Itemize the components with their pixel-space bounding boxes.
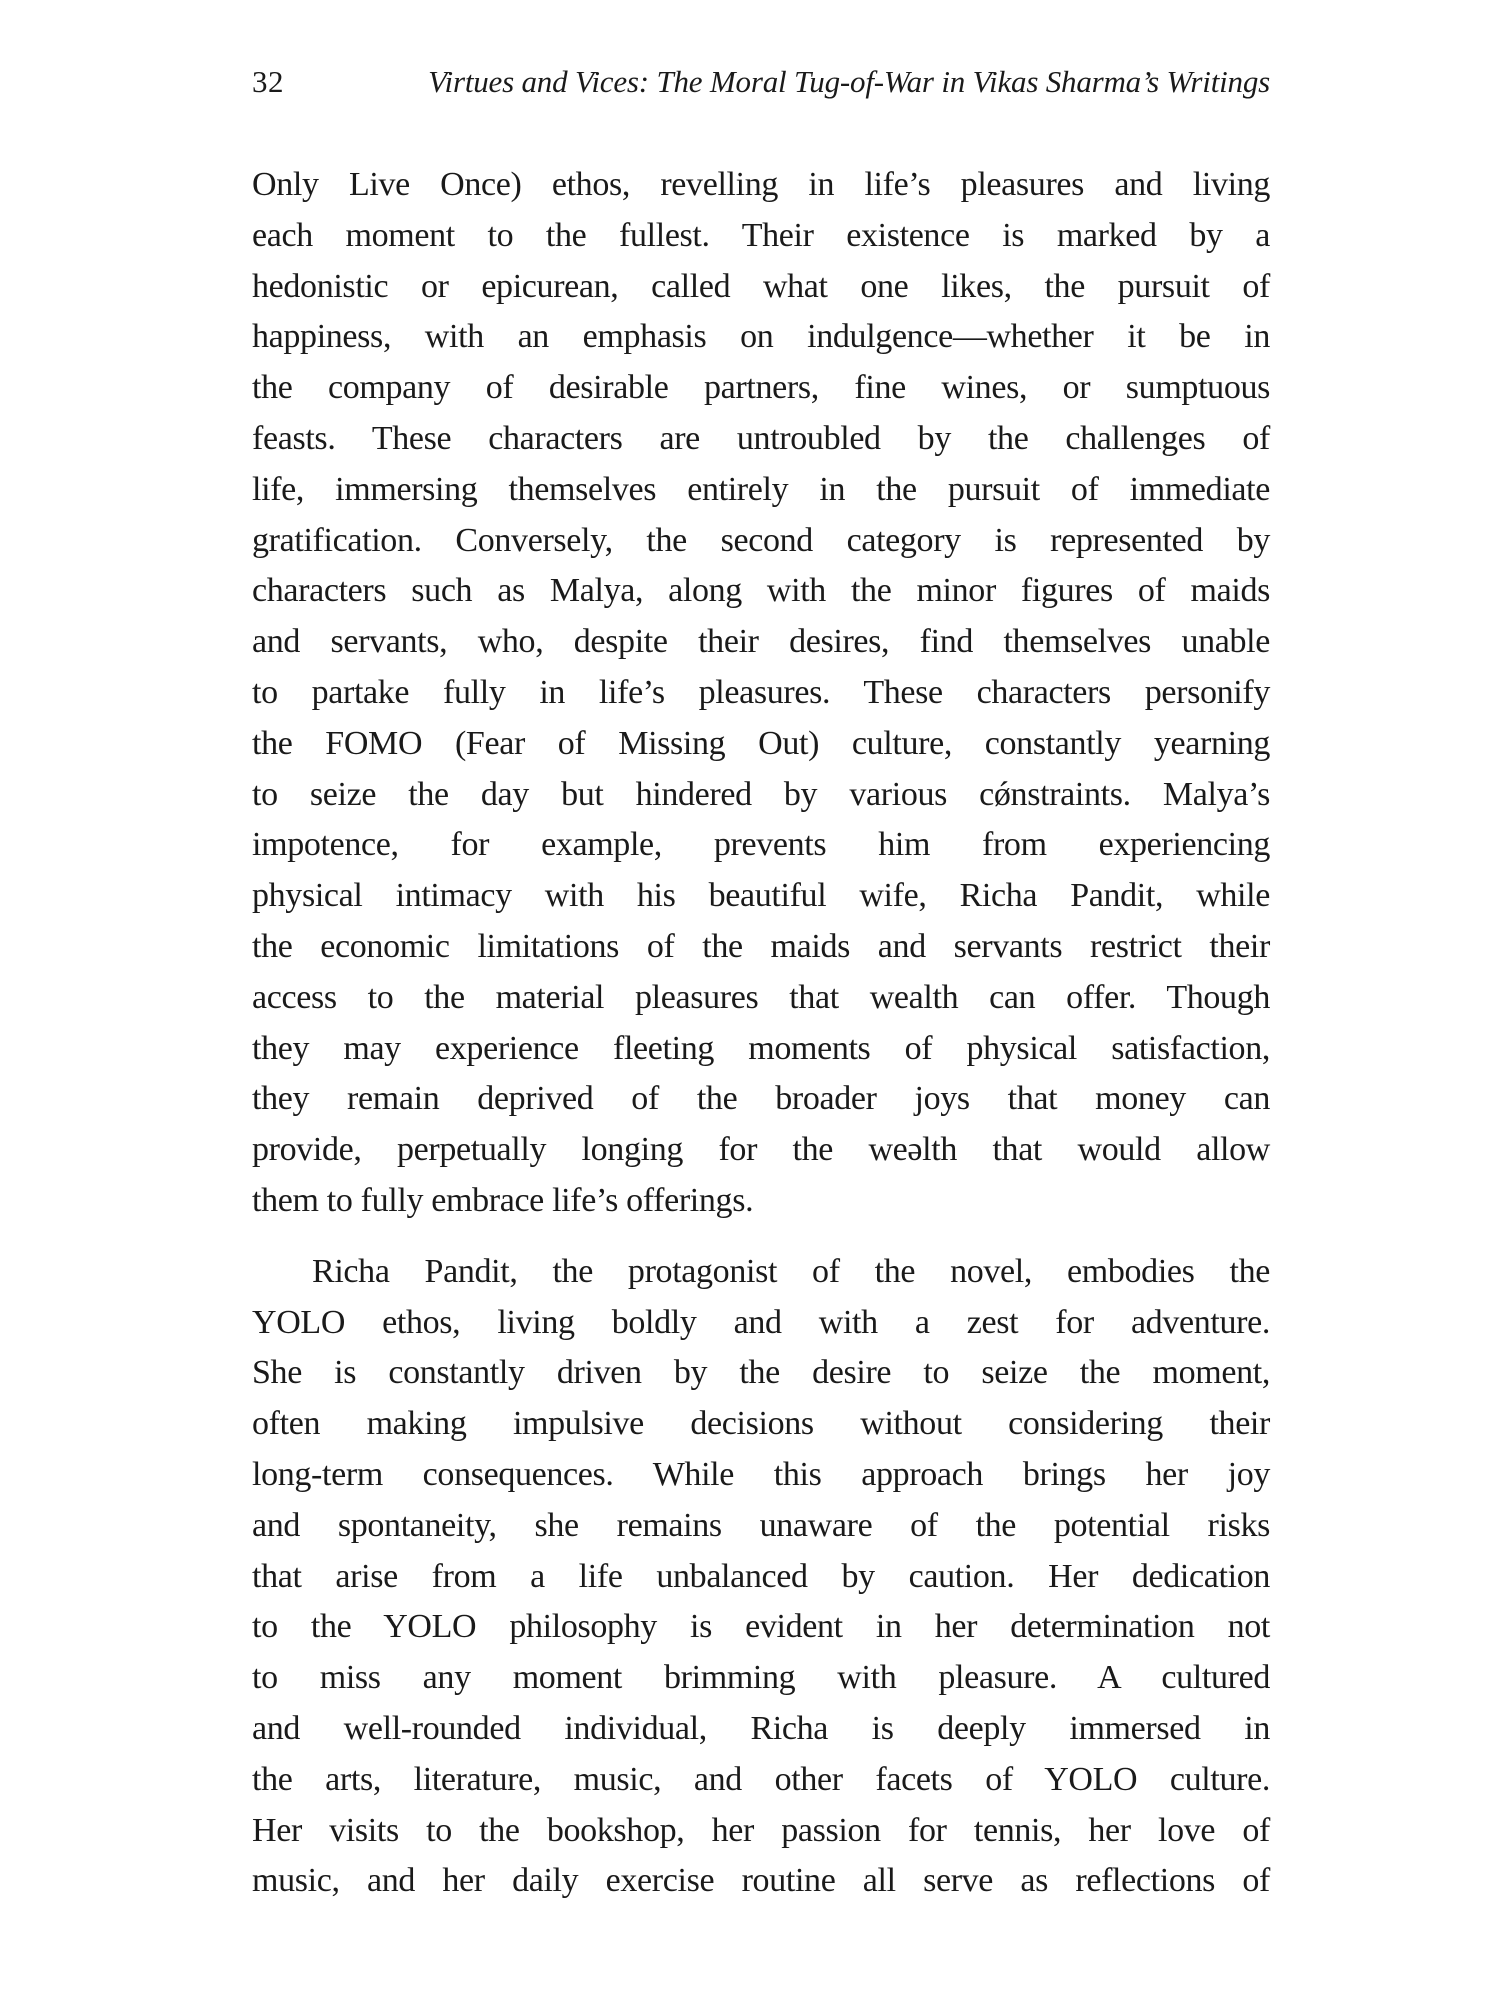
text-line: music, and her daily exercise routine all serve as reflections of — [252, 1862, 1270, 1900]
text-line: Her visits to the bookshop, her passion for tennis, her love of — [252, 1811, 1270, 1849]
book-page — [252, 0, 1270, 2000]
text-line: often making impulsive decisions without considering their — [252, 1405, 1270, 1443]
body-text — [252, 160, 1270, 1907]
text-line: and spontaneity, she remains unaware of the potential risks — [252, 1506, 1270, 1544]
text-line: they may experience fleeting moments of physical satisfaction, — [252, 1029, 1270, 1067]
text-line: impotence, for example, prevents him from experiencing — [252, 826, 1270, 864]
text-line: access to the material pleasures that wealth can offer. Though — [252, 978, 1270, 1016]
text-line: happiness, with an emphasis on indulgence—whether it be in — [252, 318, 1270, 356]
text-line: YOLO ethos, living boldly and with a zest for adventure. — [252, 1303, 1270, 1341]
text-line: to partake fully in life’s pleasures. These characters personify — [252, 673, 1270, 711]
text-line: they remain deprived of the broader joys that money can — [252, 1080, 1270, 1118]
text-line: Richa Pandit, the protagonist of the novel, embodies the — [312, 1252, 1270, 1290]
text-line: and well-rounded individual, Richa is deeply immersed in — [252, 1709, 1270, 1747]
text-line: and servants, who, despite their desires, find themselves unable — [252, 623, 1270, 661]
text-line: She is constantly driven by the desire to seize the moment, — [252, 1354, 1270, 1392]
text-line: to the YOLO philosophy is evident in her determination not — [252, 1608, 1270, 1646]
text-line: characters such as Malya, along with the minor figures of maids — [252, 572, 1270, 610]
text-line: gratification. Conversely, the second category is represented by — [252, 521, 1270, 559]
paragraph-continued — [252, 160, 1270, 1227]
text-line: to seize the day but hindered by various cǿnstraints. Malya’s — [252, 775, 1270, 813]
running-title: Virtues and Vices: The Moral Tug-of-War in Vikas Sharma’s Writings — [428, 64, 1270, 99]
text-line: feasts. These characters are untroubled by the challenges of — [252, 419, 1270, 457]
text-line: physical intimacy with his beautiful wife, Richa Pandit, while — [252, 877, 1270, 915]
text-line: to miss any moment brimming with pleasure. A cultured — [252, 1659, 1270, 1697]
page-number: 32 — [252, 64, 284, 99]
running-head — [252, 60, 1270, 104]
text-line: Only Live Once) ethos, revelling in life’s pleasures and living — [252, 166, 1270, 203]
text-line: hedonistic or epicurean, called what one likes, the pursuit of — [252, 267, 1270, 305]
text-line: provide, perpetually longing for the weəlth that would allow — [252, 1131, 1270, 1169]
text-line: life, immersing themselves entirely in the pursuit of immediate — [252, 470, 1270, 508]
text-line: that arise from a life unbalanced by caution. Her dedication — [252, 1557, 1270, 1595]
text-line: them to fully embrace life’s offerings. — [252, 1181, 754, 1219]
text-line: the arts, literature, music, and other facets of YOLO culture. — [252, 1760, 1270, 1798]
text-line: the economic limitations of the maids and servants restrict their — [252, 927, 1270, 965]
text-line: long-term consequences. While this approach brings her joy — [252, 1455, 1270, 1493]
text-line: the company of desirable partners, fine wines, or sumptuous — [252, 369, 1270, 407]
text-line: each moment to the fullest. Their existence is marked by a — [252, 216, 1270, 254]
paragraph-richa-pandit — [252, 1247, 1270, 1907]
text-line: the FOMO (Fear of Missing Out) culture, constantly yearning — [252, 724, 1270, 762]
